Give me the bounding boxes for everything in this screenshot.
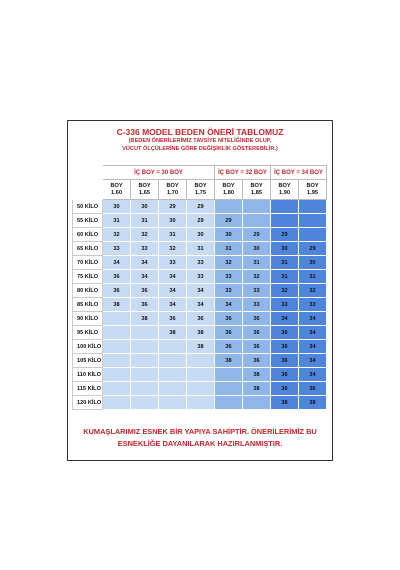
size-cell (131, 382, 159, 396)
size-cell (243, 214, 271, 228)
size-cell (131, 340, 159, 354)
height-header-cell: BOY 1,85 (243, 180, 271, 200)
size-cell: 32 (131, 228, 159, 242)
size-cell: 34 (187, 298, 215, 312)
size-cell: 36 (243, 326, 271, 340)
size-cell (159, 382, 187, 396)
size-cell: 34 (299, 312, 327, 326)
size-cell: 36 (103, 270, 131, 284)
size-cell: 36 (243, 312, 271, 326)
size-cell: 31 (243, 256, 271, 270)
size-cell: 29 (299, 242, 327, 256)
size-cell: 31 (215, 242, 243, 256)
table-row (73, 200, 327, 214)
size-cell: 36 (271, 354, 299, 368)
size-cell (131, 396, 159, 410)
size-cell (103, 354, 131, 368)
table-row (73, 354, 327, 368)
size-cell: 34 (159, 284, 187, 298)
weight-label: 115 KİLO (73, 382, 103, 396)
size-cell: 30 (187, 228, 215, 242)
size-cell (299, 228, 327, 242)
size-cell: 31 (299, 270, 327, 284)
size-cell: 30 (159, 214, 187, 228)
size-cell: 31 (271, 270, 299, 284)
size-cell (131, 326, 159, 340)
weight-label: 65 KİLO (73, 242, 103, 256)
size-cell: 36 (215, 326, 243, 340)
size-cell: 38 (187, 340, 215, 354)
size-cell: 38 (103, 298, 131, 312)
size-cell (103, 382, 131, 396)
height-header-cell: BOY 1,90 (271, 180, 299, 200)
size-cell (187, 354, 215, 368)
size-cell: 30 (103, 200, 131, 214)
size-cell: 30 (271, 242, 299, 256)
size-cell: 34 (215, 298, 243, 312)
size-cell: 38 (271, 396, 299, 410)
size-cell: 38 (243, 368, 271, 382)
size-cell (103, 326, 131, 340)
size-cell: 33 (131, 242, 159, 256)
chart-subtitle-line2: VÜCUT ÖLÇÜLERİNE GÖRE DEĞİŞİKLİK GÖSTEREBİLİR.) (122, 146, 278, 152)
size-cell: 33 (187, 270, 215, 284)
size-cell (243, 200, 271, 214)
chart-subtitle-line1: (BEDEN ÖNERİLERİMİZ TAVSİYE NİTELİĞİNDE OLUP, (128, 138, 272, 144)
size-cell: 34 (131, 256, 159, 270)
size-cell: 33 (243, 298, 271, 312)
size-cell: 38 (131, 312, 159, 326)
size-cell: 30 (243, 242, 271, 256)
size-cell (187, 382, 215, 396)
table-row (73, 242, 327, 256)
size-cell: 36 (215, 340, 243, 354)
weight-label: 100 KİLO (73, 340, 103, 354)
height-header-cell: BOY 1,95 (299, 180, 327, 200)
size-cell: 33 (159, 256, 187, 270)
size-cell: 33 (271, 298, 299, 312)
size-cell: 36 (187, 312, 215, 326)
size-cell (215, 368, 243, 382)
size-chart-sheet (67, 120, 333, 461)
weight-label: 95 KİLO (73, 326, 103, 340)
weight-label: 85 KİLO (73, 298, 103, 312)
size-cell (103, 312, 131, 326)
size-cell: 36 (131, 298, 159, 312)
size-cell: 36 (271, 326, 299, 340)
corner-cell (73, 180, 103, 200)
size-cell: 36 (243, 340, 271, 354)
size-cell: 29 (215, 214, 243, 228)
size-cell: 36 (271, 340, 299, 354)
size-cell (215, 382, 243, 396)
size-cell (187, 396, 215, 410)
size-cell: 29 (187, 200, 215, 214)
size-cell: 31 (271, 256, 299, 270)
weight-label: 120 KİLO (73, 396, 103, 410)
group-header-row (73, 166, 327, 180)
corner-cell (73, 166, 103, 180)
table-row (73, 270, 327, 284)
size-cell: 30 (299, 256, 327, 270)
group-header-32: İÇ BOY = 32 BOY (215, 166, 271, 180)
size-table (72, 165, 327, 410)
size-cell: 34 (271, 312, 299, 326)
group-header-30: İÇ BOY = 30 BOY (103, 166, 215, 180)
weight-label: 105 KİLO (73, 354, 103, 368)
size-cell: 29 (271, 228, 299, 242)
size-cell: 34 (299, 368, 327, 382)
size-cell: 32 (243, 270, 271, 284)
size-cell: 33 (103, 242, 131, 256)
size-cell: 34 (299, 340, 327, 354)
height-header-cell: BOY 1,80 (215, 180, 243, 200)
chart-title: C-336 MODEL BEDEN ÖNERİ TABLOMUZ (116, 127, 284, 137)
size-cell: 34 (159, 270, 187, 284)
table-row (73, 396, 327, 410)
weight-label: 50 KİLO (73, 200, 103, 214)
size-cell: 38 (159, 326, 187, 340)
size-cell: 36 (299, 382, 327, 396)
footer-line2: ESNEKLİĞE DAYANILARAK HAZIRLANMIŞTIR. (117, 439, 283, 448)
size-cell: 31 (103, 214, 131, 228)
size-cell: 34 (299, 326, 327, 340)
table-row (73, 228, 327, 242)
size-cell: 32 (215, 256, 243, 270)
footer-note (68, 426, 332, 450)
size-cell (187, 368, 215, 382)
size-cell (243, 396, 271, 410)
size-cell (159, 340, 187, 354)
size-cell: 33 (299, 298, 327, 312)
table-row (73, 284, 327, 298)
size-cell (103, 368, 131, 382)
weight-label: 80 KİLO (73, 284, 103, 298)
size-cell: 36 (159, 312, 187, 326)
weight-label: 55 KİLO (73, 214, 103, 228)
size-cell: 32 (299, 284, 327, 298)
size-cell: 31 (159, 228, 187, 242)
size-cell: 36 (131, 284, 159, 298)
size-cell (271, 214, 299, 228)
weight-label: 75 KİLO (73, 270, 103, 284)
table-row (73, 326, 327, 340)
size-cell (299, 200, 327, 214)
size-cell: 33 (215, 270, 243, 284)
size-cell: 33 (215, 284, 243, 298)
size-cell: 34 (299, 354, 327, 368)
size-cell: 36 (271, 382, 299, 396)
size-cell: 31 (131, 214, 159, 228)
size-cell: 29 (243, 228, 271, 242)
size-cell: 30 (215, 228, 243, 242)
size-cell (131, 354, 159, 368)
size-cell: 32 (271, 284, 299, 298)
table-row (73, 312, 327, 326)
group-header-34: İÇ BOY = 34 BOY (271, 166, 327, 180)
size-cell: 38 (215, 354, 243, 368)
size-cell: 33 (243, 284, 271, 298)
size-cell: 36 (271, 368, 299, 382)
size-cell: 32 (159, 242, 187, 256)
size-cell (159, 396, 187, 410)
size-cell: 32 (103, 228, 131, 242)
size-cell: 34 (131, 270, 159, 284)
height-header-row (73, 180, 327, 200)
size-cell: 29 (159, 200, 187, 214)
size-cell: 36 (215, 312, 243, 326)
size-cell: 34 (187, 284, 215, 298)
size-cell: 36 (103, 284, 131, 298)
size-cell (103, 340, 131, 354)
size-cell: 34 (103, 256, 131, 270)
size-cell (103, 396, 131, 410)
size-cell: 29 (187, 214, 215, 228)
table-row (73, 256, 327, 270)
table-row (73, 368, 327, 382)
height-header-cell: BOY 1,75 (187, 180, 215, 200)
size-cell: 31 (187, 242, 215, 256)
height-header-cell: BOY 1,60 (103, 180, 131, 200)
size-cell (215, 396, 243, 410)
height-header-cell: BOY 1,65 (131, 180, 159, 200)
size-cell (271, 200, 299, 214)
size-cell: 33 (187, 256, 215, 270)
size-cell: 36 (243, 354, 271, 368)
size-cell: 38 (299, 396, 327, 410)
footer-line1: KUMAŞLARIMIZ ESNEK BİR YAPIYA SAHİPTİR. ÖNERİLERİMİZ BU (83, 427, 317, 436)
table-row (73, 382, 327, 396)
size-cell: 30 (131, 200, 159, 214)
weight-label: 90 KİLO (73, 312, 103, 326)
size-cell (159, 368, 187, 382)
weight-label: 110 KİLO (73, 368, 103, 382)
table-row (73, 214, 327, 228)
size-cell (159, 354, 187, 368)
height-header-cell: BOY 1,70 (159, 180, 187, 200)
weight-label: 70 KİLO (73, 256, 103, 270)
table-row (73, 298, 327, 312)
size-cell: 38 (187, 326, 215, 340)
size-cell: 38 (243, 382, 271, 396)
size-cell: 34 (159, 298, 187, 312)
table-row (73, 340, 327, 354)
weight-label: 60 KİLO (73, 228, 103, 242)
size-cell (215, 200, 243, 214)
size-cell (131, 368, 159, 382)
size-cell (299, 214, 327, 228)
